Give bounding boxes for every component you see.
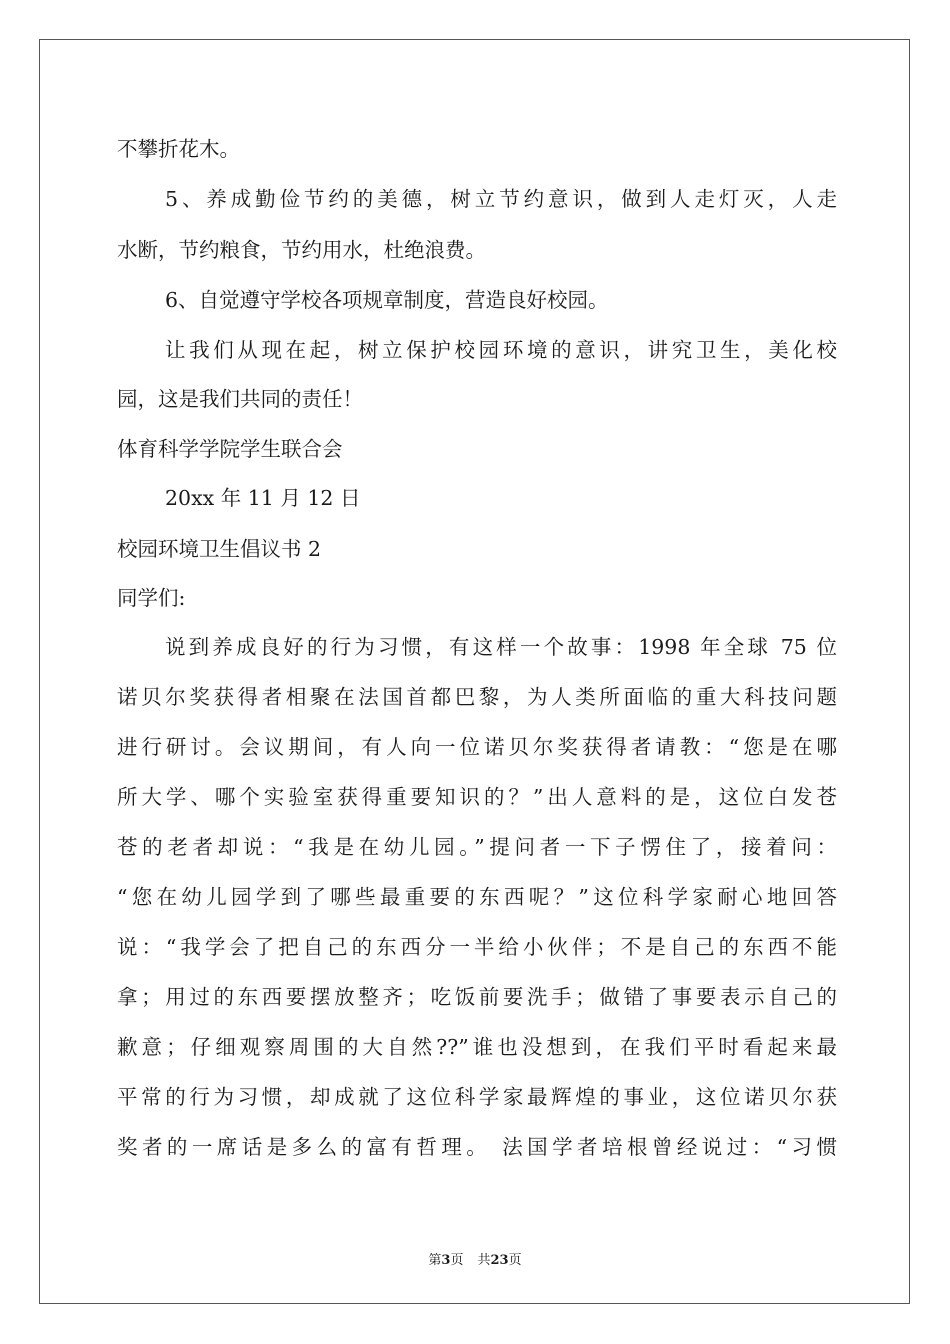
signature-date: 20xx 年 11 月 12 日 <box>165 486 361 510</box>
text-line: 平常的行为习惯，却成就了这位科学家最辉煌的事业，这位诺贝尔获 <box>117 1085 837 1109</box>
page-border <box>39 39 910 1304</box>
salutation: 同学们: <box>117 586 186 610</box>
signature-org: 体育科学学院学生联合会 <box>117 437 343 461</box>
text-line: 说：“我学会了把自己的东西分一半给小伙伴；不是自己的东西不能 <box>117 935 837 959</box>
total-prefix: 共 <box>477 1253 491 1268</box>
text-line: 说到养成良好的行为习惯，有这样一个故事：1998 年全球 75 位 <box>165 635 837 659</box>
text-line: 让我们从现在起，树立保护校园环境的意识，讲究卫生，美化校 <box>165 338 837 362</box>
page-total: 23 <box>490 1253 509 1268</box>
total-suffix: 页 <box>508 1253 522 1268</box>
text-line: 歉意；仔细观察周围的大自然??”谁也没想到，在我们平时看起来最 <box>117 1035 837 1059</box>
text-line: 苍的老者却说：“我是在幼儿园。”提问者一下子愣住了，接着问： <box>117 835 837 859</box>
text-line: 进行研讨。会议期间，有人向一位诺贝尔奖获得者请教：“您是在哪 <box>117 735 837 759</box>
text-line: 所大学、哪个实验室获得重要知识的？”出人意料的是，这位白发苍 <box>117 785 837 809</box>
text-line: 园，这是我们共同的责任！ <box>117 387 363 411</box>
text-line: 不攀折花木。 <box>117 137 240 161</box>
page-suffix: 页 <box>450 1253 464 1268</box>
page-footer <box>0 1249 950 1268</box>
page-prefix: 第 <box>428 1253 442 1268</box>
text-line: 水断，节约粮食，节约用水，杜绝浪费。 <box>117 238 486 262</box>
text-line: 奖者的一席话是多么的富有哲理。 法国学者培根曾经说过：“习惯 <box>117 1135 837 1159</box>
section-title: 校园环境卫生倡议书 2 <box>117 537 322 561</box>
text-line: 诺贝尔奖获得者相聚在法国首都巴黎，为人类所面临的重大科技问题 <box>117 685 837 709</box>
text-line: “您在幼儿园学到了哪些最重要的东西呢？”这位科学家耐心地回答 <box>117 885 837 909</box>
text-line: 5、养成勤俭节约的美德，树立节约意识，做到人走灯灭，人走 <box>165 187 837 211</box>
text-line: 6、自觉遵守学校各项规章制度，营造良好校园。 <box>165 288 609 312</box>
text-line: 拿；用过的东西要摆放整齐；吃饭前要洗手；做错了事要表示自己的 <box>117 985 837 1009</box>
page-current: 3 <box>441 1253 451 1268</box>
